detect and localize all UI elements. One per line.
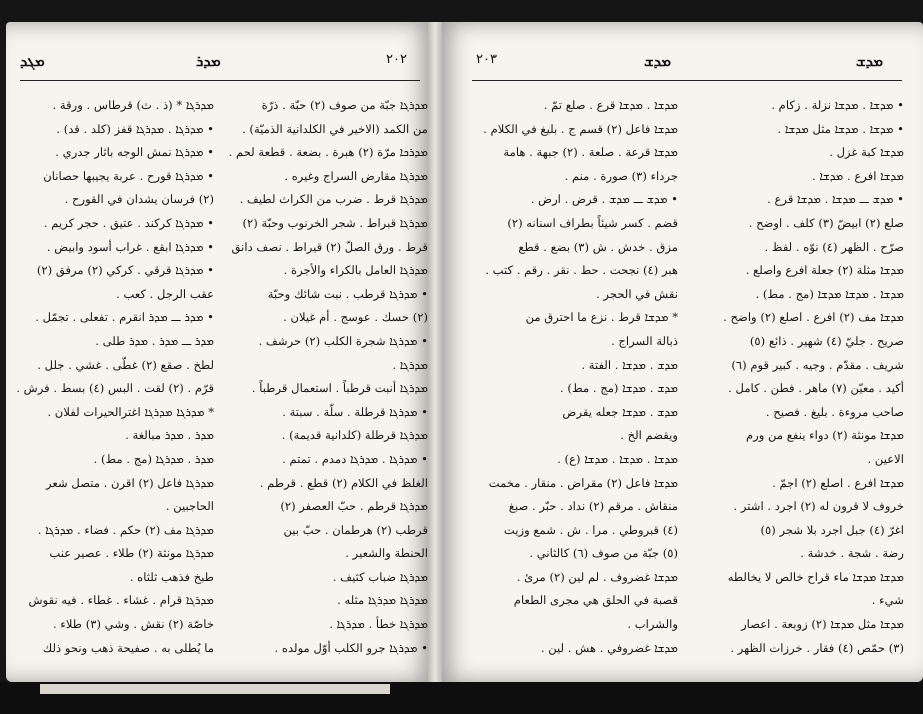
entry-line: • ܡܕܪܓܐ قرقي . كركي (٢) مرفق (٢): [36, 263, 214, 278]
entry-line: ܡܕܫܐ غضروف . لم لين (٢) مرئ .: [516, 569, 678, 584]
entry-line: ܡܕܫܐ مثل ܡܕܫܐ (٢) زوبعة . اعصار: [741, 617, 904, 632]
entry-line: جرداء (٣) صورة . منم .: [564, 168, 678, 183]
entry-line: ܡܕܫܐ افرع . اصلع (٢) اجمّ .: [772, 475, 904, 490]
book-gutter: [428, 22, 442, 682]
entry-line: الحنطة والشعير .: [345, 546, 428, 561]
entry-line: • ܡܕܪܓܐ جرو الكلب أوّل مولده .: [274, 640, 428, 655]
entry-line: اغرّ (٤) جبل اجرد بلا شجر (٥): [760, 522, 904, 537]
entry-line: ما يُطلى به . صفيحة ذهب ونحو ذلك: [42, 640, 214, 655]
entry-line: • ܡܕܫܐ . ܡܕܫܐ مثل ܡܕܫܐ .: [777, 121, 904, 136]
entry-line: ܡܕܪܓܐ أنبت قرطباً . استعمال قرطباً .: [251, 381, 428, 396]
entry-line: ܡܕܪܓܐ قبراط . شجر الخرنوب وحبّة (٢): [242, 215, 428, 230]
entry-line: • ܡܕܪ ــ ܡܕܪ انقرم . تفعلى . تجمّل .: [35, 310, 214, 325]
right-header-center: ܡܕܫ: [644, 52, 672, 70]
entry-line: • ܡܕܪܓܐ كركند . عتيق . حجر كريم .: [43, 215, 214, 230]
entry-line: • ܡܕܪܓܐ قورح . عربة يجيبها حصانان: [43, 168, 214, 183]
entry-line: والشراب .: [627, 617, 678, 632]
entry-line: * ܡܕܫܐ قرط . نزع ما احترق من: [525, 310, 678, 325]
entry-line: ܡܕܪܟܐ مرّة (٢) هبرة . بضعة . قطعة لحم .: [228, 145, 428, 160]
left-header-corner: ܡܓܕ: [20, 52, 45, 70]
entry-line: ܡܕܪܓܐ * (ذ . ث) قرطاس . ورقة .: [52, 98, 214, 112]
entry-line: طبخ فذهب ثلثاه .: [129, 569, 214, 584]
entry-line: (٣) حمّص (٤) فقار . خرزات الظهر .: [730, 640, 904, 655]
entry-line: (٥) جبّة من صوف (٦) كالثاني .: [529, 546, 678, 561]
entry-line: قضم . كسر شيئاً بطراف اسنانه (٢): [507, 215, 678, 230]
right-page-left-column: [466, 94, 678, 660]
entry-line: • ܡܕܪܓܐ نمش الوجه باثار جدري .: [55, 145, 214, 160]
entry-line: الاعين .: [867, 451, 904, 466]
left-page: [6, 22, 436, 682]
entry-line: ويقضم الخ .: [620, 428, 678, 443]
entry-line: (٢) فرسان يشدان في القورح .: [64, 192, 214, 207]
entry-line: ܡܕܪܓܐ قرام . غشاء . غطاء . فيه نقوش: [28, 593, 214, 608]
entry-line: • ܡܕܪܓܐ شجرة الكلب (٢) حرشف .: [258, 333, 428, 348]
left-page-right-column: [222, 94, 428, 660]
right-page-number: ٢٠٣: [476, 52, 497, 67]
entry-line: صرّح . الظهر (٤) نوّه . لفظ .: [764, 239, 904, 254]
entry-line: • ܡܕܪܓܐ قرطلة . سلّة . سبتة .: [282, 404, 428, 419]
entry-line: ܡܕܫܐ قرعة . صلعة . (٢) جبهة . هامة: [503, 145, 678, 160]
entry-line: ܡܕܪܓܐ جبّة من صوف (٢) حبّة . ذرّة: [261, 98, 428, 112]
entry-line: ܡܕܫܐ افرع . ܡܕܫܐ .: [812, 168, 904, 183]
entry-line: ܡܕܪܓܐ قرط . ضرب من الكراث لطيف .: [239, 192, 428, 207]
right-header-rule: [472, 80, 902, 81]
entry-line: نقش في الحجر .: [596, 286, 678, 301]
entry-line: ܡܕܫܐ مونثة (٢) دواء ينفع من ورم: [745, 428, 904, 443]
entry-line: شيء .: [871, 593, 904, 608]
entry-line: ܡܕܫܐ كبة غزل .: [829, 145, 904, 160]
entry-line: ܡܕܪܓܐ مقارض السراج وغيره .: [284, 168, 428, 183]
entry-line: هبر (٤) نجحت . حط . نقر . رقم . كتب .: [485, 263, 678, 278]
entry-line: عقب الرجل . كعب .: [116, 286, 214, 301]
entry-line: قرّم . (٢) لقت . البس (٤) بسط . فرش .: [16, 381, 214, 396]
entry-line: ܡܕܪܓܐ ضباب كثيف .: [332, 569, 428, 584]
entry-line: صلع (٢) ابيضّ (٣) كلف . اوضح .: [748, 215, 904, 230]
left-header-center: ܡܕܪ: [196, 52, 221, 70]
entry-line: * ܡܕܪܓܐ ܡܕܪܓܐ اغترالحيرات لفلان .: [47, 404, 214, 419]
entry-line: قصبة في الحلق هي مجرى الطعام: [513, 593, 678, 608]
entry-line: أكيد . معيّن (٧) ماهر . فطن . كامل .: [728, 381, 904, 396]
entry-line: ܡܕܫܐ مثلة (٢) جعلة افرع واصلع .: [745, 263, 904, 278]
entry-line: ܡܕܪܓܐ العامل بالكراء والأجرة .: [283, 263, 428, 278]
entry-line: ذبالة السراج .: [611, 333, 678, 348]
right-page: [436, 22, 923, 682]
entry-line: ܡܕܪܓܐ قرطلة (كلدانية قديمة) .: [281, 428, 428, 443]
left-page-number: ٢٠٢: [386, 52, 407, 67]
entry-line: (٢) حسك . عوسج . أم غيلان .: [283, 310, 428, 325]
entry-line: ܡܕܫܐ غضروفي . هش . لين .: [540, 640, 678, 655]
entry-line: لطخ . صقع (٢) غطّى . غشي . جلل .: [37, 357, 214, 372]
entry-line: قرط . ورق الصلّ (٢) قيراط . نصف دانق: [231, 239, 428, 254]
right-header-corner: ܡܕܫ: [856, 52, 884, 70]
entry-line: خروف لا قرون له (٢) اجرد . اشتر .: [733, 499, 904, 514]
entry-line: خاصّة (٢) نقش . وشي (٣) طلاء .: [53, 617, 214, 632]
entry-line: • ܡܕܪܓܐ . ܡܕܪܓܐ دمدم . تمتم .: [282, 451, 428, 466]
entry-line: شريف . مقدّم . وجيه . كبير قوم (٦): [731, 357, 904, 372]
entry-line: ܡܕܫ . ܡܕܫܐ جعله يقرض: [562, 404, 678, 419]
entry-line: ܡܕܪܓܐ قرطم . حبّ العصفر (٢): [280, 499, 428, 514]
page-edge-strip: [40, 684, 390, 694]
entry-line: منقاش . مرقم (٢) نداد . حبّر . صبغ: [508, 499, 678, 514]
entry-line: • ܡܕܪܓܐ قرطب . نبت شائك وحبّة: [267, 286, 428, 301]
entry-line: صريح . جليّ (٤) شهير . ذائع (٥): [749, 333, 904, 348]
entry-line: ܡܕܫܐ . ܡܕܫܐ قرع . صلع تمّ .: [543, 98, 678, 112]
entry-line: • ܡܕܫ ــ ܡܕܫ . قرض . ارض .: [530, 192, 678, 207]
entry-line: رضة . شجة . خدشة .: [800, 546, 904, 561]
entry-line: ܡܕܪܓܐ مف (٢) حكم . فضاء . ܡܕܪܓܐ .: [37, 522, 214, 537]
entry-line: ܡܕܫܐ ܡܕܫܐ ماء قراح خالص لا يخالطه: [727, 569, 904, 584]
left-header-rule: [20, 80, 420, 81]
entry-line: الغلظ في الكلام (٢) قطع . قرطم .: [259, 475, 428, 490]
entry-line: ܡܕܪܓܐ مونثة (٢) طلاء . عصير عنب: [49, 546, 214, 561]
left-page-left-column: [14, 94, 214, 660]
entry-line: ܡܕܫܐ . ܡܕܫܐ . ܡܕܫܐ (ع) .: [557, 451, 678, 466]
entry-line: ܡܕܪܓܐ خطأ . ܡܕܪܓܐ .: [329, 617, 428, 632]
entry-line: صاحب مروءة . بليغ . فصيح .: [765, 404, 904, 419]
entry-line: مزق . خدش . ش (٣) بضع . قطع: [518, 239, 678, 254]
entry-line: ܡܕܫܐ فاعل (٢) قسم ج . بليغ في الكلام .: [483, 121, 678, 136]
entry-line: ܡܕܪܓܐ .: [392, 357, 428, 372]
right-page-right-column: [686, 94, 904, 660]
entry-line: ܡܕܫܐ . ܡܕܫܐ ܡܕܫܐ (مج . مط) .: [755, 286, 904, 301]
entry-line: ܡܕܫ . ܡܕܫܐ . الفتة .: [581, 357, 678, 372]
entry-line: الحاجبين .: [165, 499, 214, 514]
entry-line: • ܡܕܪܓܐ . ܡܕܪܓܐ قفز (كلد . قد) .: [56, 121, 214, 136]
entry-line: ܡܕܪܓܐ فاعل (٢) اقرن . متصل شعر: [46, 475, 214, 490]
entry-line: ܡܕܫ . ܡܕܫܐ (مج . مط) .: [560, 381, 678, 396]
entry-line: • ܡܕܫ ــ ܡܕܫܐ . ܡܕܫܐ قرع .: [767, 192, 904, 207]
entry-line: ܡܕܪ . ܡܕܪ مبالغة .: [125, 428, 214, 443]
entry-line: (٤) قبروطي . مرا . ش . شمع وزيت: [503, 522, 678, 537]
entry-line: ܡܕܪ . ܡܕܪܓܐ (مج . مط) .: [93, 451, 214, 466]
entry-line: • ܡܕܪܓܐ ابقع . غراب أسود وابيض .: [46, 239, 214, 254]
entry-line: من الكمد (الاخير في الكلدانية الذميّة) .: [242, 121, 428, 136]
entry-line: ܡܕܫܐ فاعل (٢) مقراض . منقار . مخمت: [488, 475, 678, 490]
entry-line: ܡܕܪܓܐ ܡܕܪܓܐ مثله .: [337, 593, 428, 608]
entry-line: • ܡܕܫܐ . ܡܕܫܐ نزلة . زكام .: [771, 98, 904, 112]
entry-line: قرطب (٢) هرطمان . حبّ بين: [283, 522, 428, 537]
entry-line: ܡܕܫܐ مف (٢) افرع . اصلع (٢) واضح .: [723, 310, 904, 325]
entry-line: ܡܕܪ ــ ܡܕܪ . ܡܕܪ طلى .: [95, 333, 214, 348]
